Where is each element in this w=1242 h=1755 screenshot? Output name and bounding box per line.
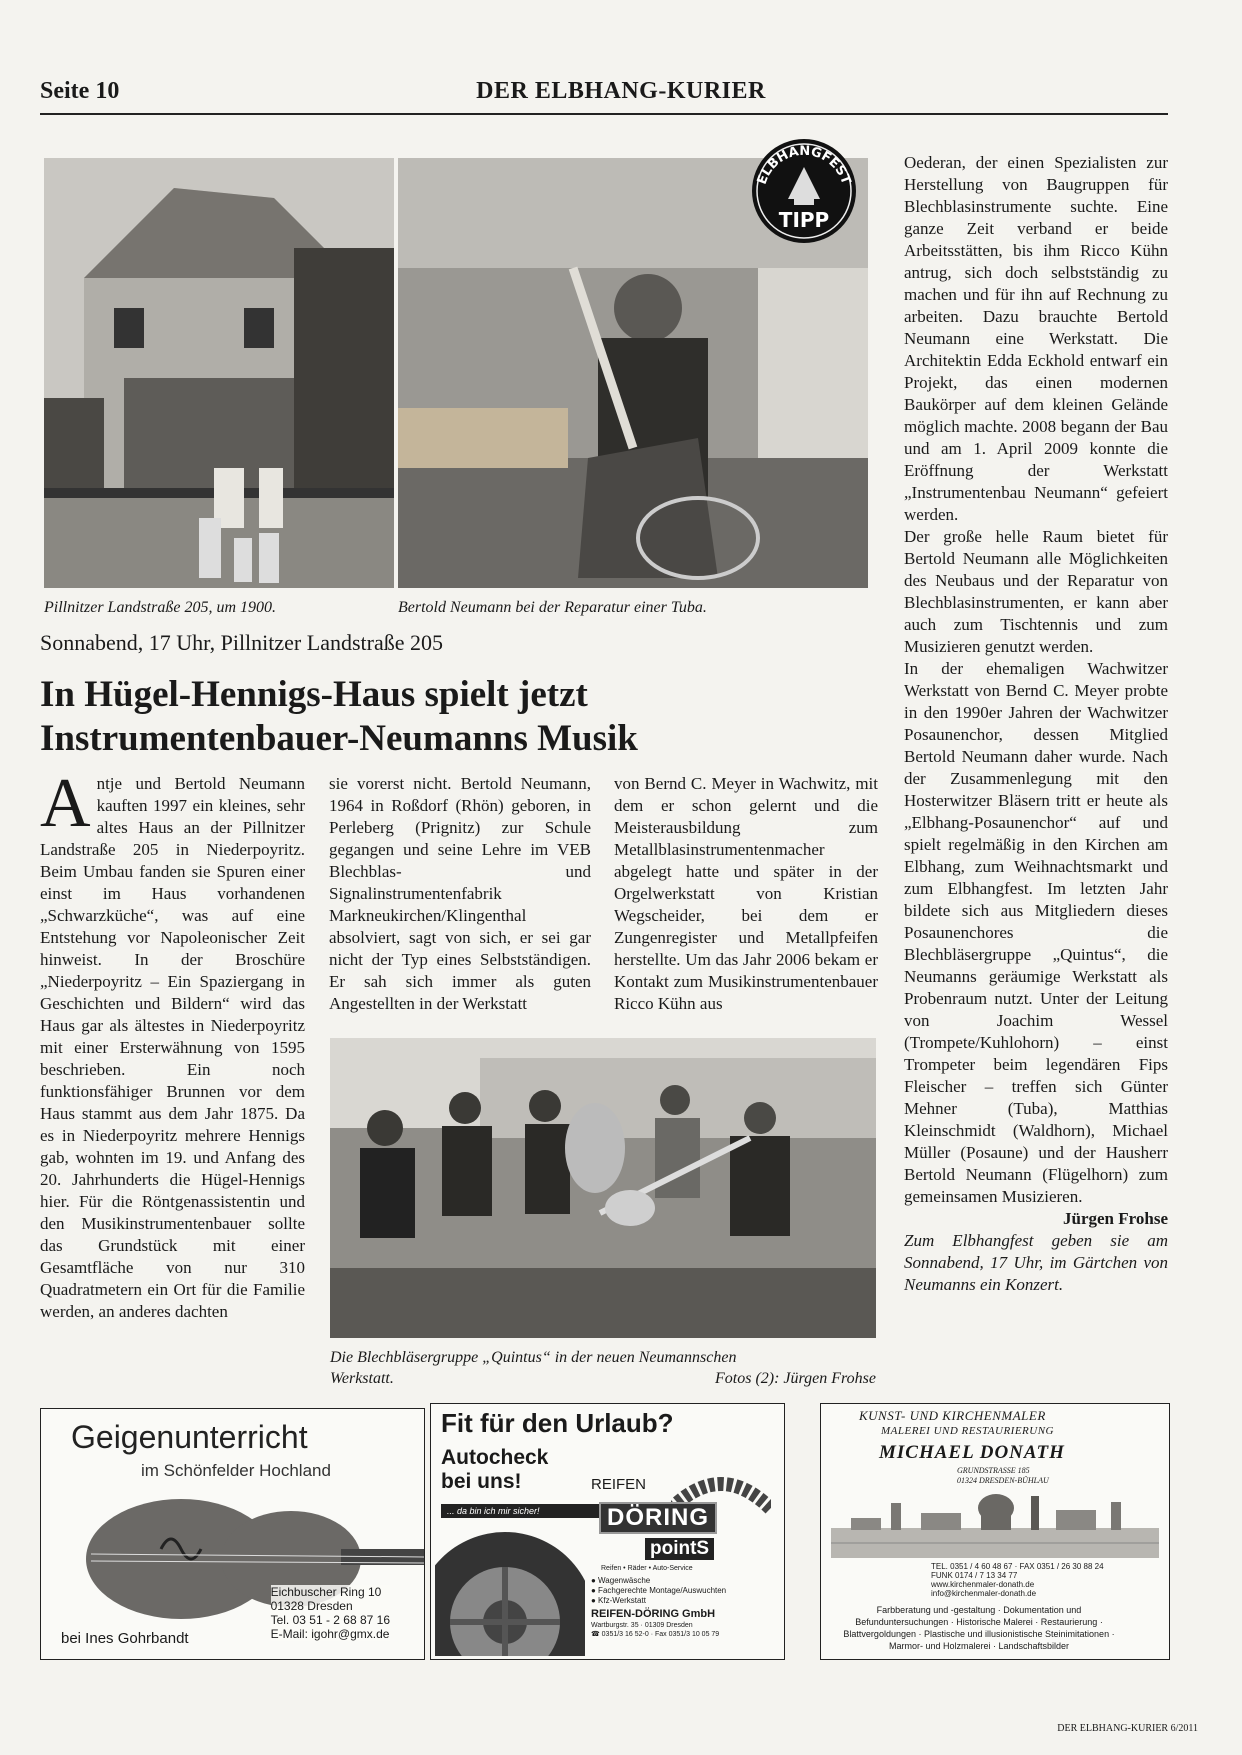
column-4-paragraph-1: Oederan, der einen Spezialisten zur Herstellung von Baugruppen für Blechblasinstrumente suchte. Eine ganze Zeit verband er beide Arbeitsstätten, bis ihm Ricco Kühn antrug, sich doch selbstständig zu machen und für ihn auf Rechnung zu arbeiten. Dazu brauchte Bertold Neumann eine Werkstatt. Die Architektin Edda Eckhold entwarf ein Projekt, das einen modernen Baukörper auf dem kleinen Gelände möglich machte. 2008 begann der Bau und am 1. April 2009 konnte die Eröffnung der Werkstatt „Instrumentenbau Neumann“ gefeiert werden. [904, 153, 1168, 524]
tires-ad-points-tagline: Reifen • Räder • Auto-Service [601, 1565, 693, 1572]
tires-ad-subtitle [441, 1446, 548, 1494]
violin-ad-subtitle: im Schönfelder Hochland [141, 1461, 331, 1480]
painter-ad-mobile: FUNK 0174 / 7 13 34 77 [931, 1571, 1018, 1580]
tires-ad-doering-logo: DÖRING [599, 1502, 717, 1534]
dropcap: A [40, 765, 91, 842]
tires-service-1: ● Wagenwäsche [591, 1576, 651, 1585]
column-4-paragraph-2: Der große helle Raum bietet für Bertold Neumann alle Möglichkeiten des Neubaus und der Reparatur von Blechblasinstrumenten, er kann aber auch zum Tischtennis und zum Musizieren genutzt werden. [904, 527, 1168, 656]
article-column-4 [904, 152, 1168, 1296]
badge-arc-text: ELBHANGFEST [754, 143, 854, 187]
tires-ad-phone: ☎ 0351/3 16 52-0 · Fax 0351/3 10 05 79 [591, 1631, 720, 1638]
tires-ad-company: REIFEN-DÖRING GmbH [591, 1608, 716, 1620]
column-4-paragraph-3 [904, 658, 1168, 1228]
ad-reifen-doering [430, 1403, 785, 1660]
photo-credit: Fotos (2): Jürgen Frohse [715, 1370, 876, 1387]
painter-ad-line-1: KUNST- UND KIRCHENMALER [859, 1408, 1046, 1423]
column-2-text: sie vorerst nicht. Bertold Neumann, 1964 in Roßdorf (Rhön) geboren, in Perleberg (Prignitz) zur Schule gegangen und seine Lehre im VEB Blechblas- und Signalinstrumentenfabrik Markneukirchen/Klingenthal absolviert, sagt von sich, er sei gar nicht der Typ eines Selbstständigen. Er sah sich immer als guten Angestellten in der Werkstatt [329, 774, 591, 1013]
column-4-paragraph-3-text: In der ehemaligen Wachwitzer Werkstatt von Bernd C. Meyer probte in den 1990er Jahren der Wachwitzer Posaunenchor, dessen Mitglied Bertold Neumann daher wurde. Nach der Zusammenlegung mit den Hosterwitzer Bläsern tritt er heute als „Elbhang-Posaunenchor“ auf und spielt regelmäßig in den Kirchen am Elbhang, zum Weihnachtsmarkt und zum Elbhangfest. Im letzten Jahr bildete sich aus Mitgliedern dieses Posaunenchores die Blechbläsergruppe „Quintus“, die Neumanns geräumige Werkstatt als Probenraum nutzt. Unter der Leitung von Joachim Wessel (Trompete/Kuhlohorn) – einst Trompeter beim legendären Fips Fleischer – treffen sich Günter Mehner (Tuba), Matthias Kleinschmidt (Waldhorn), Michael Müller (Posaune) und der Hausherr Bertold Neumann (Flügelhorn) zum gemeinsamen Musizieren. [904, 659, 1168, 1206]
quintus-band-photo [330, 1038, 876, 1338]
tires-ad-services [591, 1576, 726, 1606]
article-column-3 [614, 773, 878, 1015]
article-author: Jürgen Frohse [1063, 1209, 1168, 1228]
column-3-text: von Bernd C. Meyer in Wachwitz, mit dem er schon gelernt und die Meisterausbildung zum Metallblasinstrumentenmacher abgelegt hatte und später in der Orgelwerkstatt von Kristian Wegscheider, bei dem er Zungenregister und Metallpfeifen herstellte. Um das Jahr 2006 bekam er Kontakt zum Musikinstrumentenbauer Ricco Kühn aus [614, 774, 878, 1013]
painter-ad-contact [931, 1562, 1104, 1598]
house-caption: Pillnitzer Landstraße 205, um 1900. [44, 599, 277, 616]
painter-ad-line-2: MALEREI UND RESTAURIERUNG [881, 1425, 1054, 1437]
header-rule [40, 113, 1168, 115]
tires-ad-street: Wartburgstr. 35 · 01309 Dresden [591, 1622, 693, 1629]
tuba-caption: Bertold Neumann bei der Reparatur einer Tuba. [398, 599, 707, 616]
tires-ad-slogan: ... da bin ich mir sicher! [441, 1504, 603, 1518]
violin-ad-phone: Tel. 03 51 - 2 68 87 16 [270, 1613, 390, 1627]
article-kicker: Sonnabend, 17 Uhr, Pillnitzer Landstraße 205 [40, 630, 443, 655]
badge-tipp-text: TIPP [778, 208, 830, 232]
band-caption-line-1: Die Blechbläsergruppe „Quintus“ in der neuen Neumannschen [330, 1349, 737, 1366]
tire-illustration [435, 1522, 585, 1656]
elbhangfest-tipp-badge [750, 137, 858, 245]
article-column-1 [40, 765, 305, 1323]
painter-ad-address [957, 1466, 1049, 1486]
article-headline [40, 673, 840, 761]
headline-line-1: In Hügel-Hennigs-Haus spielt jetzt [40, 674, 588, 715]
tires-service-2: ● Fachgerechte Montage/Auswuchten [591, 1586, 727, 1595]
painter-ad-city: 01324 DRESDEN-BÜHLAU [957, 1476, 1049, 1485]
painter-ad-services: Farbberatung und -gestaltung · Dokumentation und Befunduntersuchungen · Historische Malerei · Restaurierung · Blattvergoldungen · Plastische und illusionistische Steinimitationen · Marmor- und Holzmalerei · Landschaftsbilder [843, 1605, 1115, 1651]
violin-ad-street: Eichbuscher Ring 10 [270, 1585, 382, 1599]
band-caption-line-2: Werkstatt. [330, 1370, 394, 1387]
violin-ad-address [271, 1585, 390, 1641]
tires-ad-address [591, 1621, 719, 1639]
violin-ad-email: E-Mail: igohr@gmx.de [270, 1627, 390, 1641]
tires-service-3: ● Kfz-Werkstatt [591, 1596, 646, 1605]
violin-ad-title: Geigenunterricht [71, 1419, 308, 1455]
tires-ad-autocheck: Autocheck [441, 1446, 549, 1469]
painter-ad-name: MICHAEL DONATH [879, 1442, 1065, 1463]
house-photo [44, 158, 394, 588]
issue-footer: DER ELBHANG-KURIER 6/2011 [1057, 1723, 1198, 1734]
article-closing-note: Zum Elbhangfest geben sie am Sonnabend, 17 Uhr, im Gärtchen von Neumanns ein Konzert. [904, 1231, 1168, 1294]
headline-line-2: Instrumentenbauer-Neumanns Musik [40, 718, 638, 759]
dresden-skyline-illustration [831, 1488, 1159, 1558]
ad-violin-lessons [40, 1408, 425, 1660]
article-column-2 [329, 773, 591, 1015]
newspaper-title: DER ELBHANG-KURIER [476, 78, 766, 104]
ad-kirchenmaler-donath [820, 1403, 1170, 1660]
tires-ad-title: Fit für den Urlaub? [441, 1408, 674, 1438]
painter-ad-tel-fax: TEL. 0351 / 4 60 48 67 · FAX 0351 / 26 30 88 24 [931, 1562, 1104, 1571]
tires-ad-reifen: REIFEN [591, 1476, 647, 1493]
painter-ad-email: info@kirchenmaler-donath.de [931, 1589, 1037, 1598]
band-caption [330, 1347, 876, 1389]
column-1-text: ntje und Bertold Neumann kauften 1997 ein kleines, sehr altes Haus an der Pillnitzer Landstraße 205 in Niederpoyritz. Beim Umbau fanden sie Spuren einer einst im Haus vorhandenen „Schwarzküche“, was auf eine Entstehung vor Napoleonischer Zeit hinweist. In der Broschüre „Niederpoyritz – Ein Spaziergang in Geschichten und Bildern“ wird das Haus gar als ältestes in Niederpoyritz mit einer Ersterwähnung von 1595 beschrieben. Ein noch funktionsfähiger Brunnen vor dem Haus stammt aus dem Jahr 1875. Da es in Niederpoyritz mehrere Hennigs gab, wohnten im 19. und Anfang des 20. Jahrhunderts die Hügel-Hennigs hier. Für die Röntgenassistentin und den Musikinstrumentenbauer sollte das Grundstück mit einer Gesamtfläche von nur 310 Quadratmetern ein Ort für die Familie werden, an anderes dachten [40, 774, 305, 1321]
tires-ad-points-logo: pointS [645, 1538, 714, 1560]
violin-ad-teacher: bei Ines Gohrbandt [61, 1630, 189, 1647]
violin-ad-city: 01328 Dresden [270, 1599, 353, 1613]
page-number: Seite 10 [40, 78, 120, 104]
painter-ad-website: www.kirchenmaler-donath.de [931, 1580, 1035, 1589]
tires-ad-bei-uns: bei uns! [441, 1470, 522, 1493]
painter-ad-street: GRUNDSTRASSE 185 [957, 1466, 1030, 1475]
